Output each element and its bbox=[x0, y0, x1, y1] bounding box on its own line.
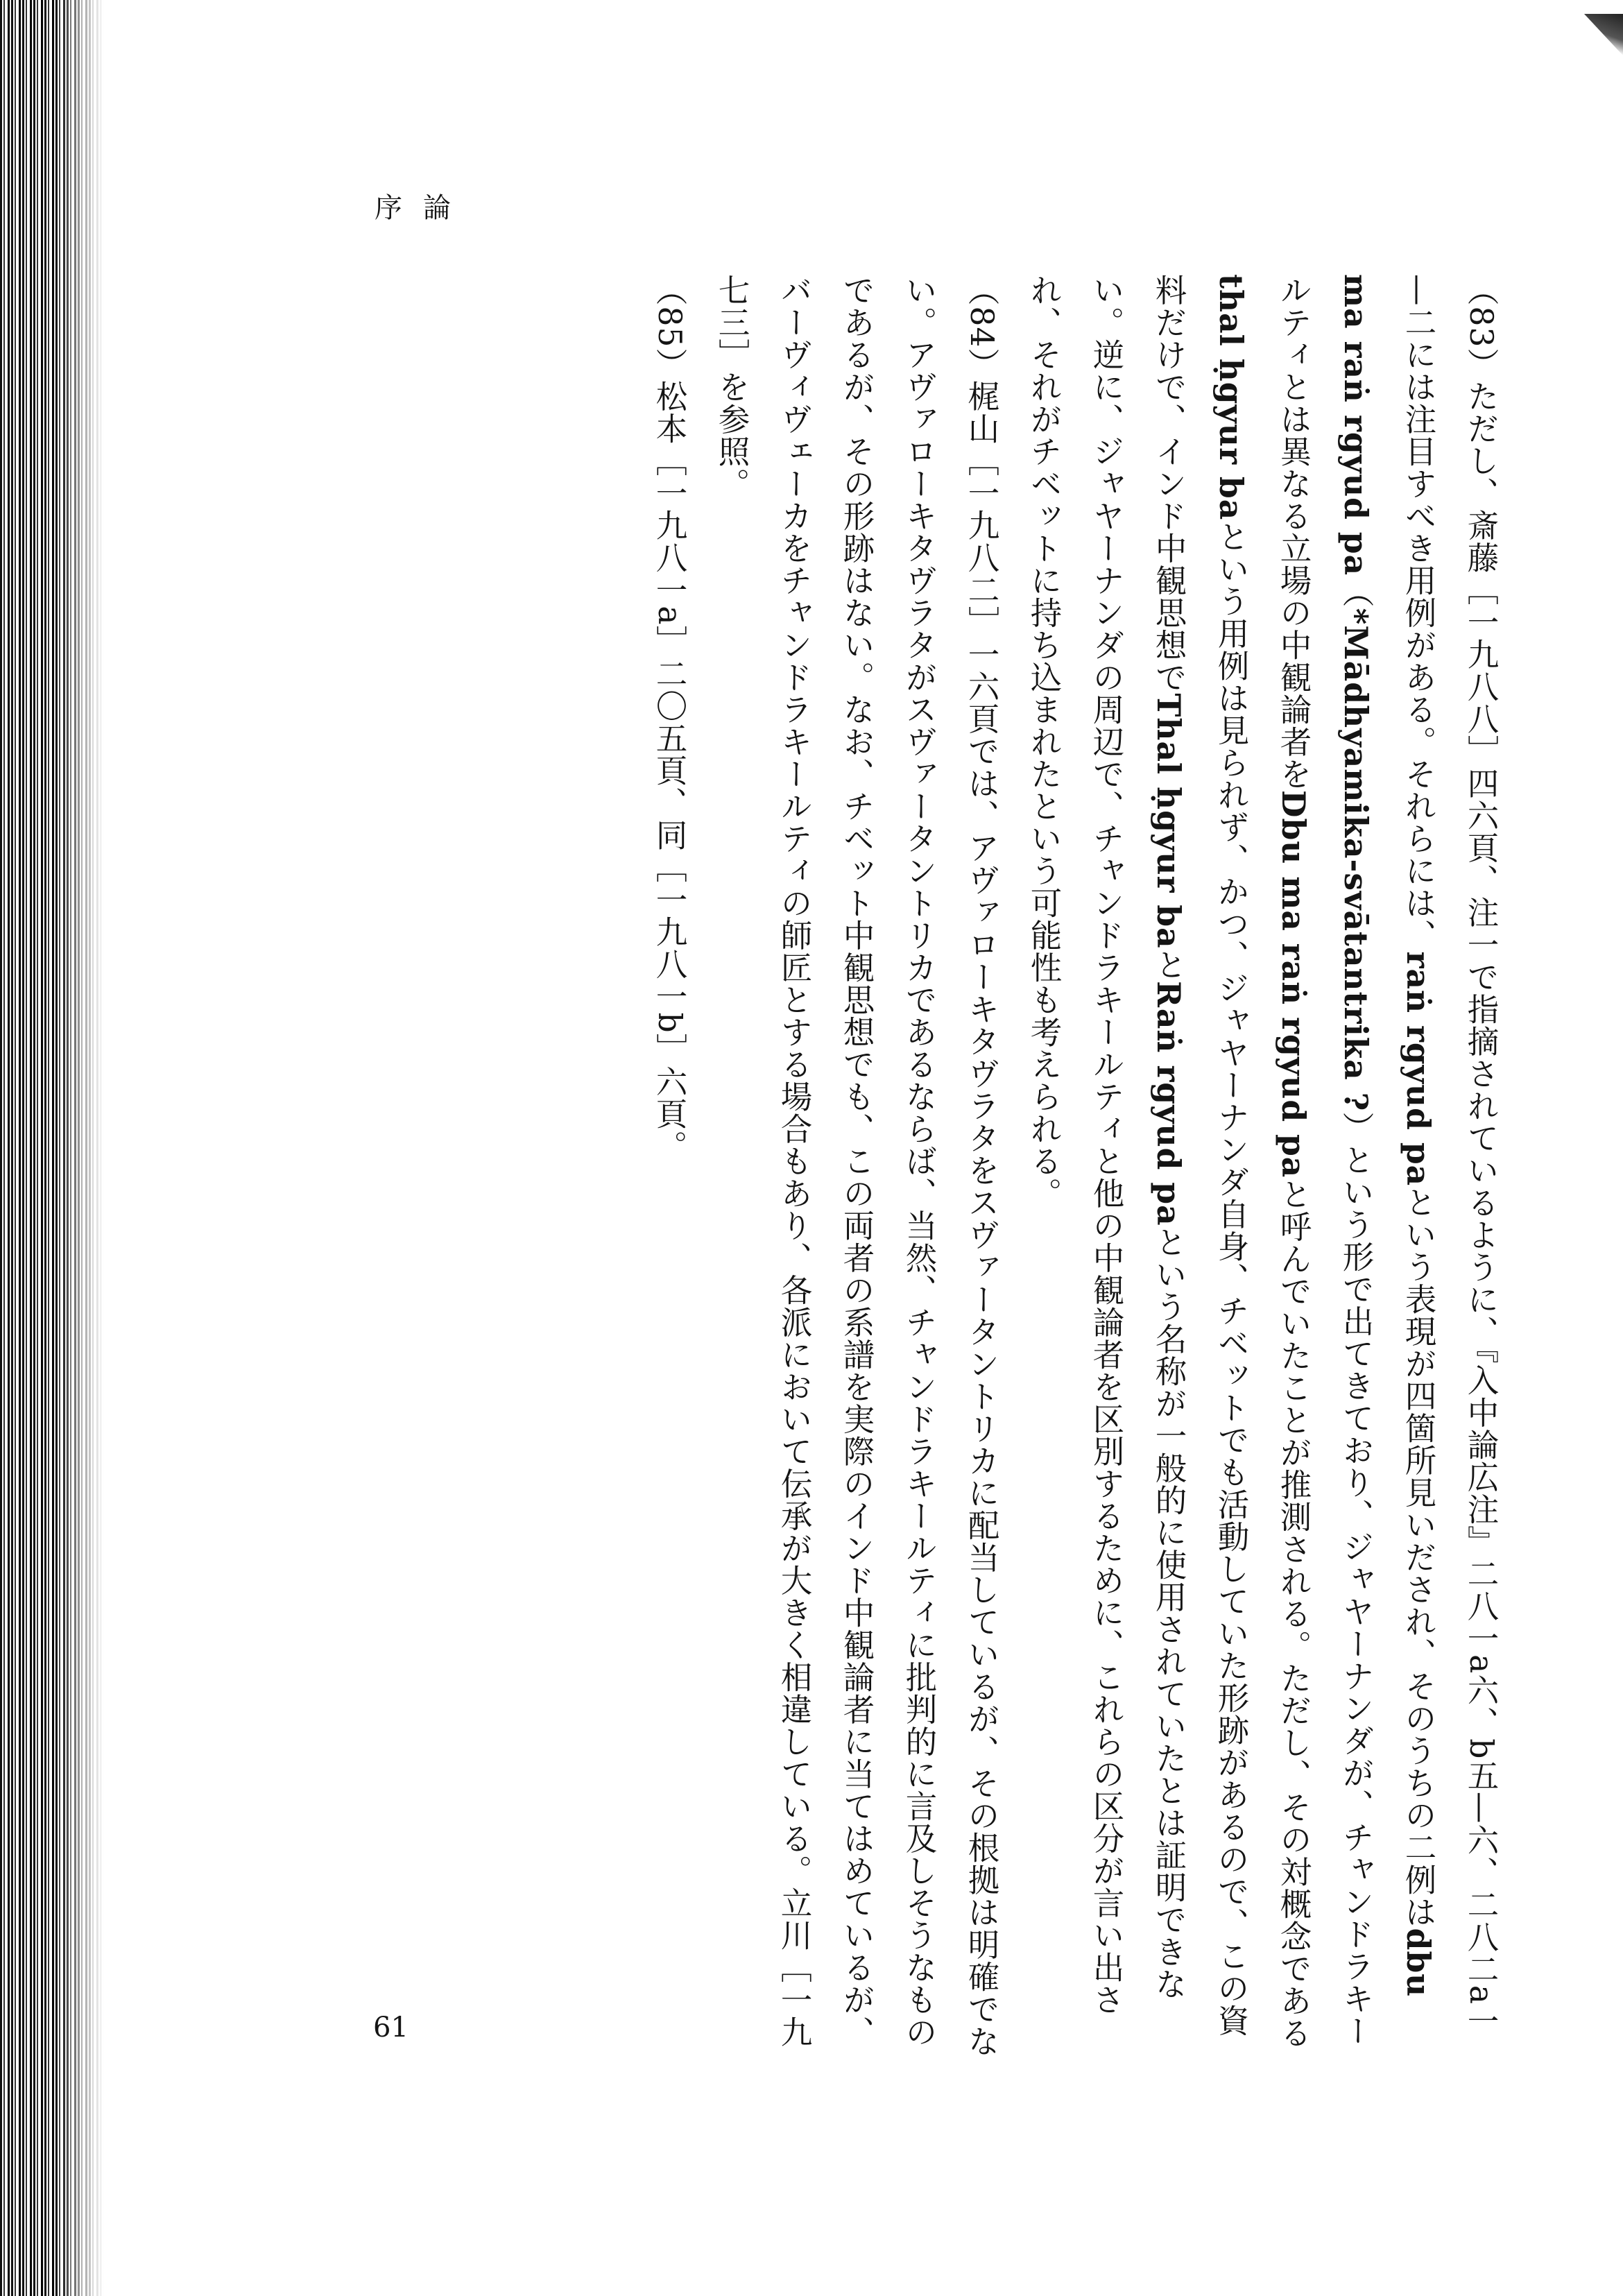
footnote-text: 松本［一九八一a］二〇五頁、同［一九八一b］六頁。 bbox=[651, 379, 688, 1163]
footnote-number: （83） bbox=[1463, 274, 1500, 380]
running-head: 序論 bbox=[375, 192, 472, 224]
tibetan-term: Thal ḥgyur ba bbox=[1150, 693, 1187, 949]
footnote-text: という名称が一般的に使用されていたとは証明できない。逆に、ジャヤーナンダの周辺で、チャンドラキールティと他の中観論者を区別するために、これらの区分が言い出され、それがチベットに持ち込まれたという可能性も考えられる。 bbox=[1026, 274, 1187, 2016]
footnote bbox=[638, 274, 701, 2064]
tibetan-term: Raṅ rgyud pa bbox=[1150, 981, 1187, 1226]
tibetan-term: dbu ma raṅ rgyud pa bbox=[1337, 274, 1437, 1998]
footnote bbox=[1013, 274, 1512, 2064]
footnote-text: 梶山［一九八二］一六頁では、アヴァローキタヴラタをスヴァータントリカに配当しているが、その根拠は明確でない。アヴァローキタヴラタがスヴァータントリカであるならば、当然、チャンドラキールティに批判的に言及しそうなものであるが、その形跡はない。なお、チベット中観思想でも、この両者の系譜を実際のインド中観論者に当てはめているが、バーヴィヴェーカをチャンドラキールティの師匠とする場合もあり、各派において伝承が大きく相違している。立川［一九七三］を参照。 bbox=[714, 274, 1000, 2057]
tibetan-term: *Mādhyamika-svātantrika ? bbox=[1337, 608, 1375, 1112]
footnote-text: と bbox=[1151, 948, 1187, 982]
scan-binding-shadow bbox=[0, 0, 104, 2296]
tibetan-term: raṅ rgyud pa bbox=[1400, 951, 1437, 1187]
scan-corner-mark bbox=[1574, 14, 1623, 55]
footnote-text: （ bbox=[1338, 576, 1375, 608]
footnote-text: という表現が四箇所見いだされ、そのうちの二例は bbox=[1400, 1186, 1437, 1928]
footnote bbox=[701, 274, 1013, 2064]
footnotes-block bbox=[651, 274, 1512, 2064]
footnote-number: （84） bbox=[963, 274, 1000, 380]
footnote-text: ）という形で出てきており、ジャヤーナンダが、チャンドラキールティとは異なる立場の中観論者を bbox=[1276, 274, 1375, 2047]
tibetan-term: thal ḥgyur ba bbox=[1212, 274, 1250, 521]
footnote-text: という用例は見られず、かつ、ジャヤーナンダ自身、チベットでも活動していた形跡があるので、この資料だけで、インド中観思想で bbox=[1151, 274, 1250, 2037]
footnote-text: ただし、斎藤［一九八八］四六頁、注一で指摘されているように、『入中論広注』二八一a六、b五—六、二八二a一—二には注目すべき用例がある。それらには、 bbox=[1400, 274, 1500, 2037]
tibetan-term: Dbu ma raṅ rgyud pa bbox=[1275, 790, 1312, 1179]
footnote-text: と呼んでいたことが推測される。ただし、その対概念である bbox=[1276, 1178, 1312, 2049]
footnote-number: （85） bbox=[651, 274, 688, 380]
page-number: 61 bbox=[373, 2012, 409, 2044]
